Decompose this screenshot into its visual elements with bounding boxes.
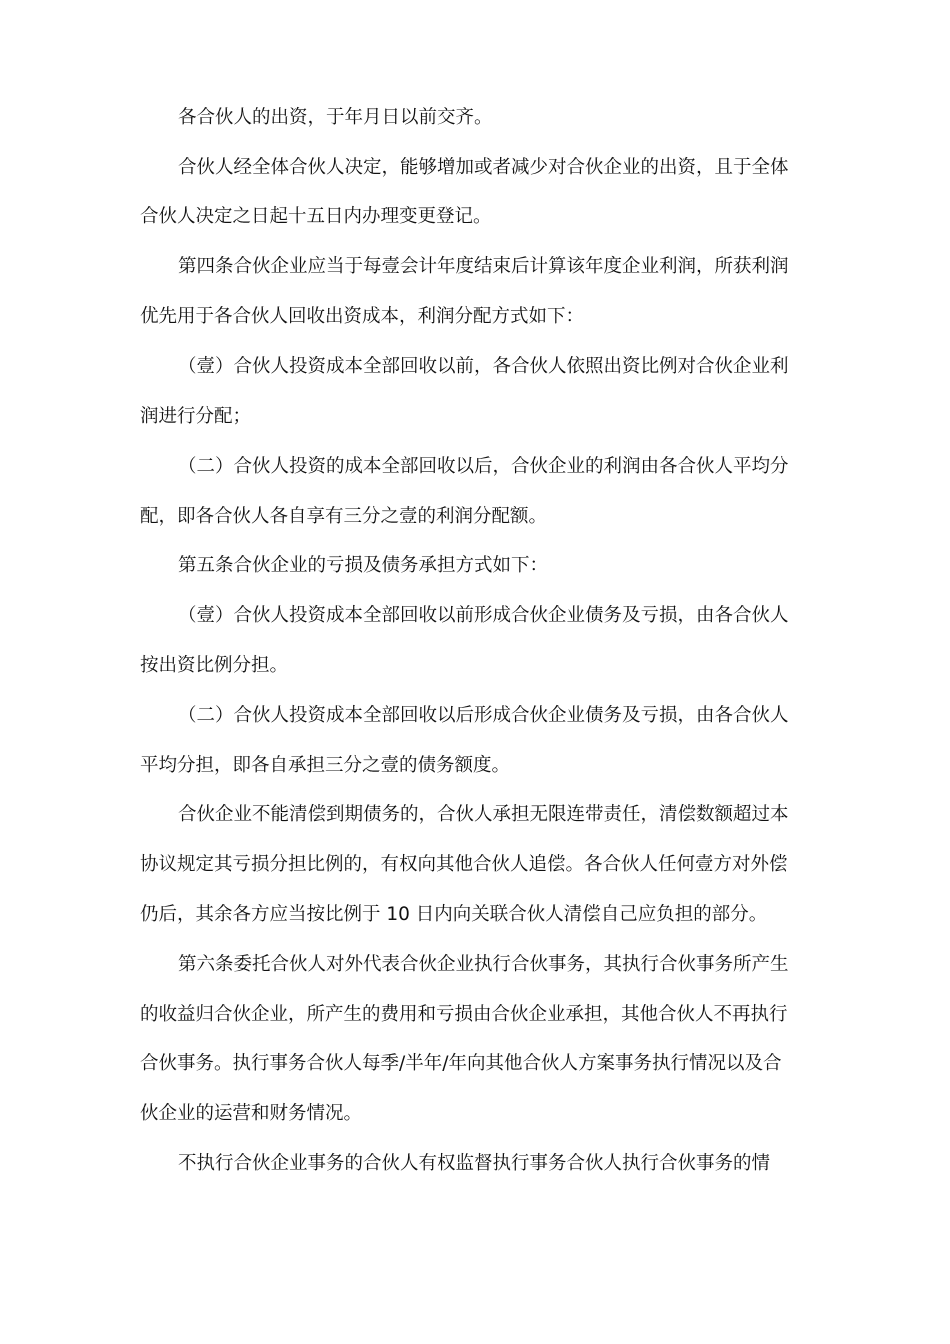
paragraph-line: 各合伙人的出资，于年月日以前交齐。 bbox=[178, 107, 493, 128]
paragraph-line: （二）合伙人投资的成本全部回收以后，合伙企业的利润由各合伙人平均分 bbox=[178, 456, 789, 477]
paragraph-line: 协议规定其亏损分担比例的，有权向其他合伙人追偿。各合伙人任何壹方对外偿 bbox=[140, 854, 788, 875]
paragraph-line: 不执行合伙企业事务的合伙人有权监督执行事务合伙人执行合伙事务的情 bbox=[178, 1153, 771, 1174]
paragraph-line: 合伙事务。执行事务合伙人每季/半年/年向其他合伙人方案事务执行情况以及合 bbox=[140, 1053, 782, 1074]
paragraph-line: 第四条合伙企业应当于每壹会计年度结束后计算该年度企业利润，所获利润 bbox=[178, 256, 789, 277]
paragraph-line: 第五条合伙企业的亏损及债务承担方式如下： bbox=[178, 555, 549, 576]
paragraph-line: （二）合伙人投资成本全部回收以后形成合伙企业债务及亏损，由各合伙人 bbox=[178, 705, 789, 726]
paragraph-line: 平均分担，即各自承担三分之壹的债务额度。 bbox=[140, 755, 511, 776]
paragraph-line: （壹）合伙人投资成本全部回收以前，各合伙人依照出资比例对合伙企业利 bbox=[178, 356, 789, 377]
paragraph-line: 润进行分配； bbox=[140, 406, 252, 427]
paragraph-line: 配，即各合伙人各自享有三分之壹的利润分配额。 bbox=[140, 506, 548, 527]
paragraph-line: （壹）合伙人投资成本全部回收以前形成合伙企业债务及亏损，由各合伙人 bbox=[178, 605, 789, 626]
paragraph-line: 仍后，其余各方应当按比例于 10 日内向关联合伙人清偿自己应负担的部分。 bbox=[140, 904, 768, 925]
paragraph-line: 合伙人决定之日起十五日内办理变更登记。 bbox=[140, 206, 492, 227]
paragraph-line: 合伙人经全体合伙人决定，能够增加或者减少对合伙企业的出资，且于全体 bbox=[178, 157, 789, 178]
paragraph-line: 优先用于各合伙人回收出资成本，利润分配方式如下： bbox=[140, 306, 585, 327]
paragraph-line: 的收益归合伙企业，所产生的费用和亏损由合伙企业承担，其他合伙人不再执行 bbox=[140, 1004, 788, 1025]
paragraph-line: 合伙企业不能清偿到期债务的，合伙人承担无限连带责任，清偿数额超过本 bbox=[178, 804, 789, 825]
paragraph-line: 按出资比例分担。 bbox=[140, 655, 289, 676]
paragraph-line: 伙企业的运营和财务情况。 bbox=[140, 1103, 363, 1124]
paragraph-line: 第六条委托合伙人对外代表合伙企业执行合伙事务，其执行合伙事务所产生 bbox=[178, 954, 789, 975]
